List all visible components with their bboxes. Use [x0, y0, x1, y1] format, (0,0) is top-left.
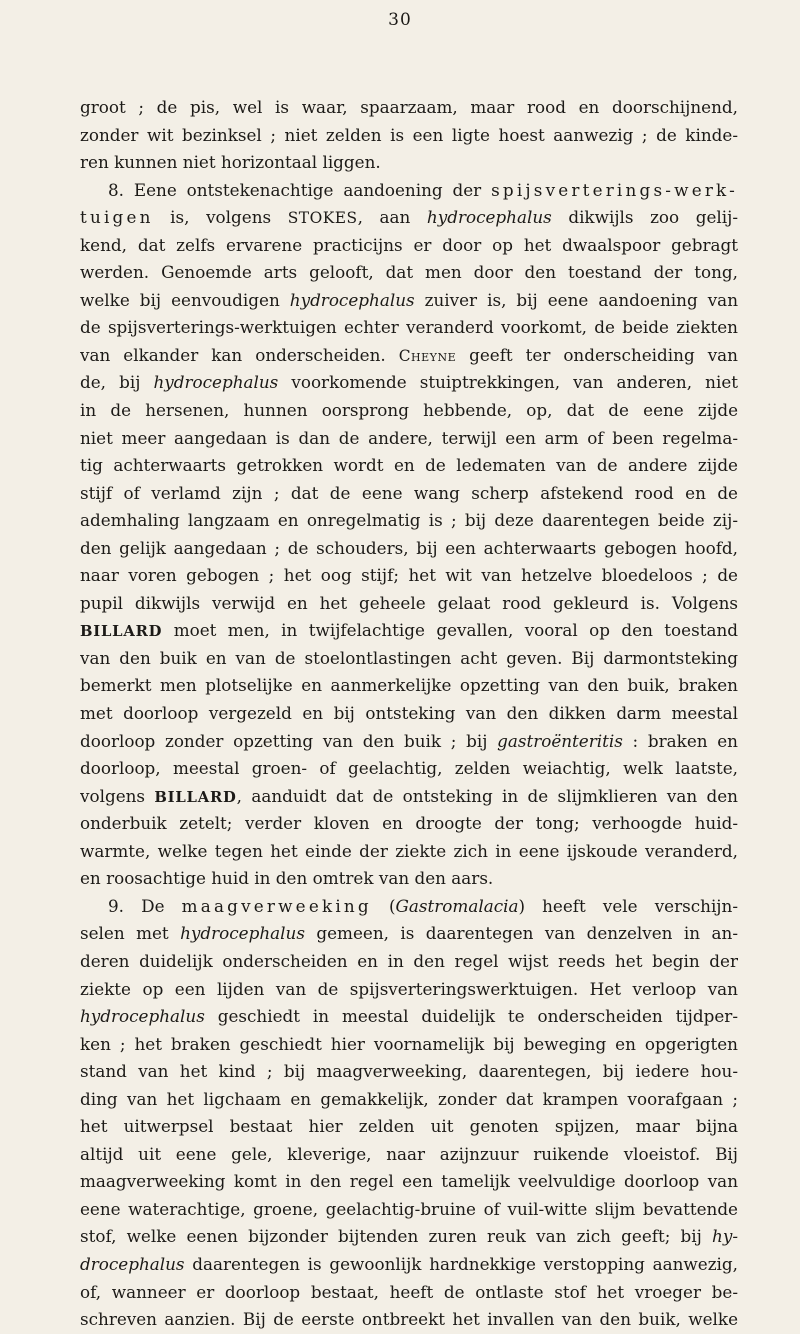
spaced-term: maagverweeking	[181, 895, 372, 916]
text-line: stijf of verlamd zijn ; dat de eene wang scherp afstekend rood en de	[80, 482, 738, 503]
text-line: of, wanneer er doorloop bestaat, heeft de ontlaste stof het vroeger be-	[80, 1281, 738, 1302]
italic-term: hydrocephalus	[180, 923, 305, 944]
text-line: bemerkt men plotselijke en aanmerkelijke opzetting van den buik, braken	[80, 675, 738, 696]
text-line: groot ; de pis, wel is waar, spaarzaam, maar rood en doorschijnend,	[80, 97, 738, 117]
text-line: van den buik en van de stoelontlastingen acht geven. Bij darmontsteking	[80, 647, 738, 668]
text-line: stof, welke eenen bijzonder bijtenden zuren reuk van zich geeft; bij hy-	[80, 1226, 738, 1247]
italic-term: hy-	[712, 1226, 738, 1247]
text-line: en roosachtige huid in den omtrek van den aars.	[80, 868, 494, 889]
author-name: BILLARD	[80, 623, 163, 641]
italic-term: hydrocephalus	[289, 289, 415, 310]
text-line: warmte, welke tegen het einde der ziekte zich in eene ijskoude veranderd,	[80, 840, 738, 861]
text-line: hydrocephalus geschiedt in meestal duidelijk te onderscheiden tijdper-	[80, 1006, 738, 1027]
text-line: van elkander kan onderscheiden. Cheyne geeft ter onderscheiding van	[80, 344, 738, 365]
text-line: volgens BILLARD, aanduidt dat de ontsteking in de slijmklieren van den	[80, 785, 738, 806]
text-line: ademhaling langzaam en onregelmatig is ; bij deze daarentegen beide zij-	[80, 510, 738, 531]
text-line: naar voren gebogen ; het oog stijf; het wit van hetzelve bloedeloos ; de	[80, 565, 738, 586]
text-line: ken ; het braken geschiedt hier voornamelijk bij beweging en opgerigten	[80, 1033, 738, 1054]
text-line: 8. Eene ontstekenachtige aandoening der spijsverterings-werk-	[108, 179, 738, 200]
text-line: werden. Genoemde arts gelooft, dat men door den toestand der tong,	[80, 262, 738, 283]
text-line: ziekte op een lijden van de spijsverteringswerktuigen. Het verloop van	[80, 978, 738, 999]
text-line: de, bij hydrocephalus voorkomende stuiptrekkingen, van anderen, niet	[80, 372, 738, 393]
text-line: schreven aanzien. Bij de eerste ontbreekt het invallen van den buik, welke	[80, 1309, 738, 1330]
text-line: doorloop, meestal groen- of geelachtig, zelden weiachtig, welk laatste,	[80, 758, 738, 779]
text-line: de spijsverterings-werktuigen echter veranderd voorkomt, de beide ziekten	[80, 317, 738, 338]
italic-term: drocephalus	[80, 1253, 185, 1274]
spaced-term: tuigen	[80, 207, 154, 228]
text-line: onderbuik zetelt; verder kloven en droogte der tong; verhoogde huid-	[80, 813, 738, 834]
text-line: met doorloop vergezeld en bij ontsteking van den dikken darm meestal	[80, 703, 738, 724]
page-number: 30	[388, 10, 412, 30]
text-line: selen met hydrocephalus gemeen, is daarentegen van denzelven in an-	[80, 923, 738, 944]
text-line: stand van het kind ; bij maagverweeking, daarentegen, bij iedere hou-	[80, 1061, 738, 1082]
italic-term: hydrocephalus	[80, 1006, 205, 1027]
author-name: BILLARD	[154, 788, 237, 806]
spaced-term: spijsverterings-werk-	[491, 179, 738, 200]
body-text	[80, 94, 738, 1334]
text-line: tuigen is, volgens STOKES, aan hydrocephalus dikwijls zoo gelij-	[80, 207, 738, 228]
text-line: tig achterwaarts getrokken wordt en de ledematen van de andere zijde	[80, 455, 738, 476]
text-line: welke bij eenvoudigen hydrocephalus zuiver is, bij eene aandoening van	[80, 289, 738, 310]
text-line: BILLARD moet men, in twijfelachtige gevallen, vooral op den toestand	[80, 620, 738, 641]
author-name: STOKES	[287, 209, 358, 228]
text-line: den gelijk aangedaan ; de schouders, bij een achterwaarts gebogen hoofd,	[80, 537, 738, 558]
text-line: ding van het ligchaam en gemakkelijk, zonder dat krampen voorafgaan ;	[80, 1088, 738, 1109]
italic-term: gastroënteritis	[497, 730, 623, 751]
text-line: altijd uit eene gele, kleverige, naar azijnzuur ruikende vloeistof. Bij	[80, 1143, 738, 1164]
text-line: het uitwerpsel bestaat hier zelden uit genoten spijzen, maar bijna	[80, 1116, 738, 1137]
text-line: drocephalus daarentegen is gewoonlijk hardnekkige verstopping aanwezig,	[80, 1253, 738, 1274]
italic-term: Gastromalacia	[395, 895, 519, 916]
text-line: zonder wit bezinksel ; niet zelden is een ligte hoest aanwezig ; de kinde-	[80, 124, 738, 145]
text-line: 9. De maagverweeking (Gastromalacia) heeft vele verschijn-	[108, 895, 738, 916]
text-line: eene waterachtige, groene, geelachtig-bruine of vuil-witte slijm bevattende	[80, 1198, 738, 1219]
text-line: ren kunnen niet horizontaal liggen.	[80, 152, 381, 173]
text-line: pupil dikwijls verwijd en het geheele gelaat rood gekleurd is. Volgens	[80, 592, 738, 613]
italic-term: hydrocephalus	[153, 372, 279, 393]
italic-term: hydrocephalus	[426, 207, 552, 228]
text-line: doorloop zonder opzetting van den buik ; bij gastroënteritis : braken en	[80, 730, 738, 751]
text-line: deren duidelijk onderscheiden en in den regel wijst reeds het begin der	[80, 950, 738, 971]
text-line: kend, dat zelfs ervarene practicijns er door op het dwaalspoor gebragt	[80, 234, 738, 255]
text-line: niet meer aangedaan is dan de andere, terwijl een arm of been regelma-	[80, 427, 738, 448]
author-name: Cheyne	[398, 346, 457, 365]
text-line: maagverweeking komt in den regel een tamelijk veelvuldige doorloop van	[80, 1171, 738, 1192]
text-line: in de hersenen, hunnen oorsprong hebbende, op, dat de eene zijde	[80, 400, 738, 421]
